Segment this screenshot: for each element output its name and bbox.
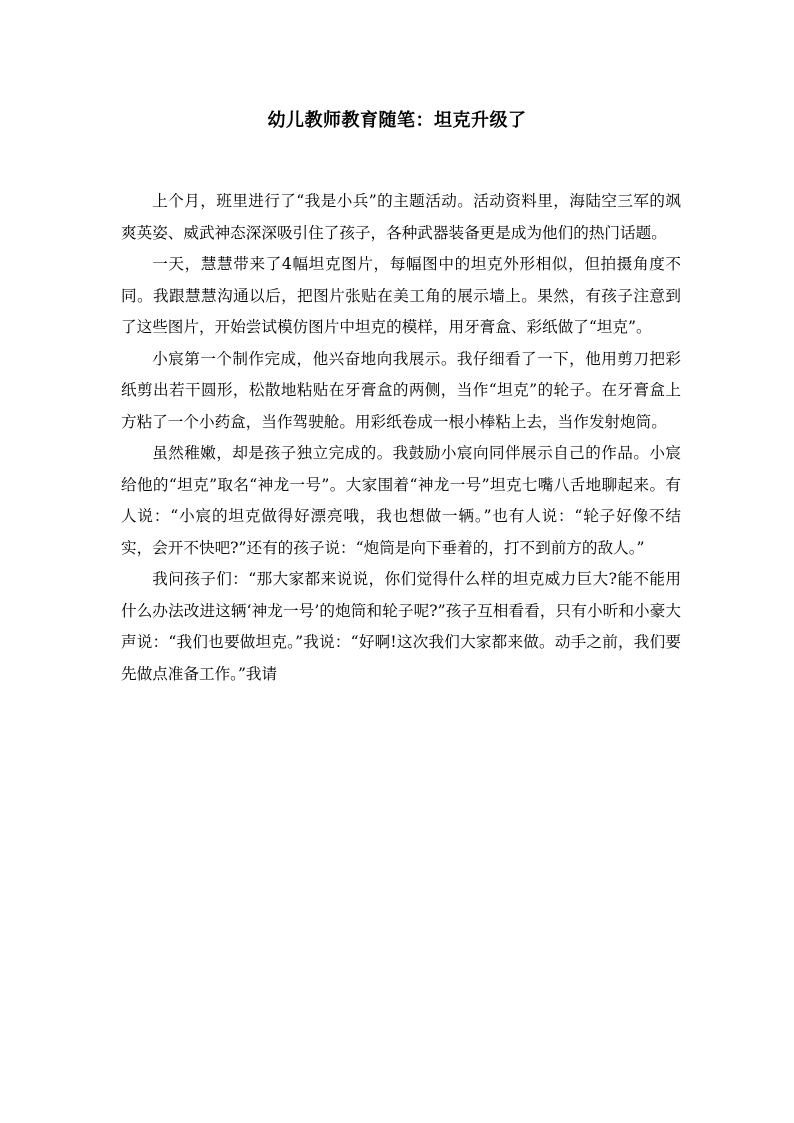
document-title: 幼儿教师教育随笔：坦克升级了	[267, 110, 527, 131]
paragraph-4: 虽然稚嫩，却是孩子独立完成的。我鼓励小宸向同伴展示自己的作品。小宸给他的“坦克”取名“神龙一号”。大家围着“神龙一号”坦克七嘴八舌地聊起来。有人说：“小宸的坦克做得好漂亮哦，我也想做一辆。”也有人说：“轮子好像不结实，会开不快吧?”还有的孩子说：“炮筒是向下垂着的，打不到前方的敌人。”	[121, 444, 681, 557]
document-body	[121, 186, 681, 690]
paragraph-2: 一天，慧慧带来了4幅坦克图片，每幅图中的坦克外形相似，但拍摄角度不同。我跟慧慧沟通以后，把图片张贴在美工角的展示墙上。果然，有孩子注意到了这些图片，开始尝试模仿图片中坦克的模样，用牙膏盒、彩纸做了“坦克”。	[121, 255, 681, 336]
paragraph-3: 小宸第一个制作完成，他兴奋地向我展示。我仔细看了一下，他用剪刀把彩纸剪出若干圆形，松散地粘贴在牙膏盒的两侧，当作“坦克”的轮子。在牙膏盒上方粘了一个小药盒，当作驾驶舱。用彩纸卷成一根小棒粘上去，当作发射炮筒。	[121, 349, 681, 431]
paragraph-5: 我问孩子们：“那大家都来说说，你们觉得什么样的坦克威力巨大?能不能用什么办法改进这辆‘神龙一号’的炮筒和轮子呢?”孩子互相看看，只有小昕和小豪大声说：“我们也要做坦克。”我说：“好啊!这次我们大家都来做。动手之前，我们要先做点准备工作。”我请	[121, 570, 681, 683]
paragraph-1: 上个月，班里进行了“我是小兵”的主题活动。活动资料里，海陆空三军的飒爽英姿、威武神态深深吸引住了孩子，各种武器装备更是成为他们的热门话题。	[121, 192, 681, 242]
